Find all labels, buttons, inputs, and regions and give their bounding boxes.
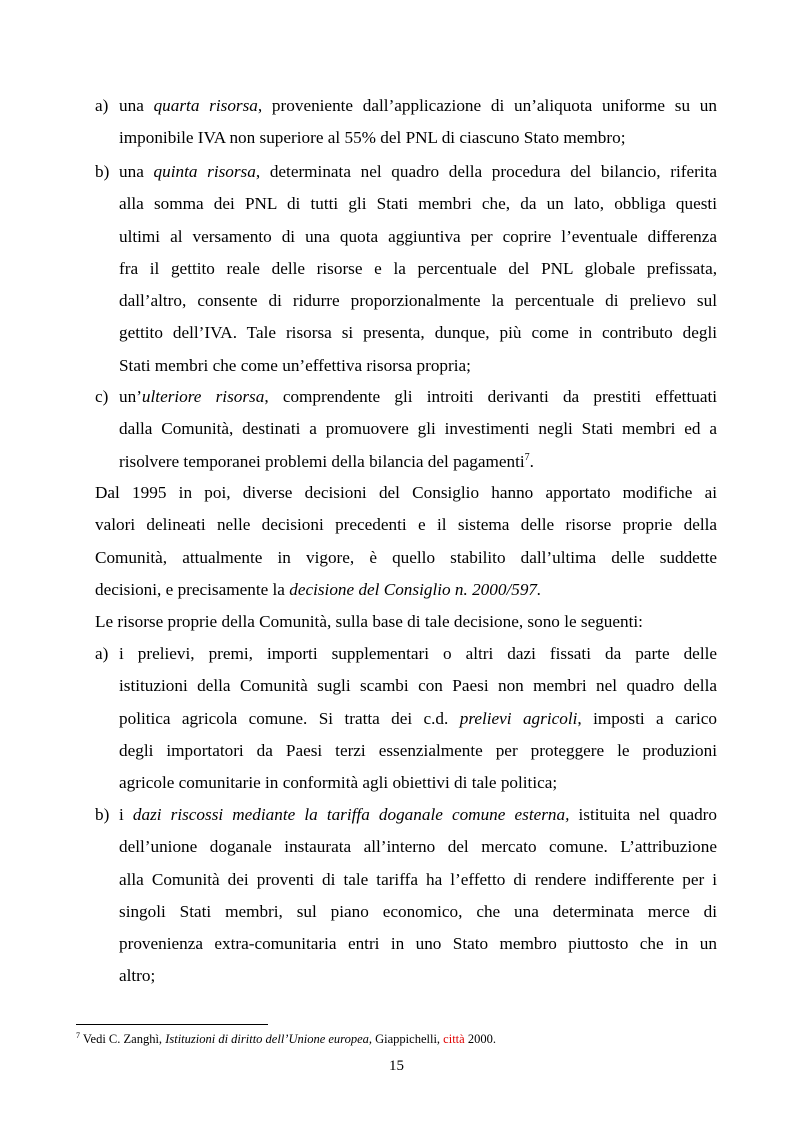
text-line: agricole comunitarie in conformità agli obiettivi di tale politica; bbox=[119, 773, 558, 793]
text-line: imponibile IVA non superiore al 55% del PNL di ciascuno Stato membro; bbox=[119, 128, 626, 148]
list-item-a-quarta-risorsa bbox=[95, 90, 717, 155]
italic-term: prelievi agricoli bbox=[459, 708, 578, 728]
text-line: degli importatori da Paesi terzi essenzialmente per proteggere le produzioni bbox=[119, 740, 717, 760]
footnote-number: 7 bbox=[76, 1031, 80, 1040]
italic-term: dazi riscossi mediante la tariffa doganale comune esterna, bbox=[132, 805, 570, 824]
footnote-highlighted-word: città bbox=[443, 1032, 465, 1046]
text-line: decisioni, e precisamente la decisione del Consiglio n. 2000/597. bbox=[95, 579, 542, 599]
italic-term: quarta risorsa bbox=[153, 96, 258, 115]
text-line: dalla Comunità, destinati a promuovere gli investimenti negli Stati membri ed a bbox=[119, 419, 717, 439]
text-line: provenienza extra-comunitaria entri in uno Stato membro piuttosto che in un bbox=[119, 934, 717, 954]
italic-term: decisione del Consiglio n. 2000/597. bbox=[289, 579, 542, 599]
text-line: i dazi riscossi mediante la tariffa doganale comune esterna, istituita nel quadro bbox=[119, 805, 717, 824]
italic-term: ulteriore risorsa bbox=[141, 387, 265, 406]
text-line: Le risorse proprie della Comunità, sulla base di tale decisione, sono le seguenti: bbox=[95, 612, 643, 631]
text-line: una quarta risorsa, proveniente dall’applicazione di un’aliquota uniforme su un bbox=[119, 96, 717, 115]
text-line: Stati membri che come un’effettiva risorsa propria; bbox=[119, 355, 471, 375]
text-line: Dal 1995 in poi, diverse decisioni del Consiglio hanno apportato modifiche ai bbox=[95, 483, 717, 502]
text-line: un’ulteriore risorsa, comprendente gli introiti derivanti da prestiti effettuati bbox=[119, 387, 717, 406]
footnote-separator bbox=[76, 1024, 268, 1025]
footnote-reference[interactable]: 7 bbox=[524, 451, 530, 463]
text-line: i prelievi, premi, importi supplementari o altri dazi fissati da parte delle bbox=[119, 644, 717, 663]
text-line: gettito dell’IVA. Tale risorsa si presenta, dunque, più come in contributo degli bbox=[119, 323, 717, 343]
text-line: alla Comunità dei proventi di tale tariffa ha l’effetto di rendere indifferente per i bbox=[119, 869, 717, 889]
text-line: una quinta risorsa, determinata nel quadro della procedura del bilancio, riferita bbox=[119, 162, 717, 181]
footnote-book-title: Istituzioni di diritto dell’Unione europea, bbox=[165, 1032, 372, 1046]
text-line: Comunità, attualmente in vigore, è quello stabilito dall’ultima delle suddette bbox=[95, 547, 717, 567]
list-label: c) bbox=[95, 387, 109, 406]
list-label: b) bbox=[95, 162, 110, 181]
text-line: altro; bbox=[119, 966, 156, 986]
list-item-b-quinta-risorsa bbox=[95, 156, 717, 382]
text-line: risolvere temporanei problemi della bilancia del pagamenti$^7$. bbox=[119, 451, 534, 471]
list-item-c-ulteriore-risorsa bbox=[95, 381, 717, 478]
list-label: b) bbox=[95, 805, 110, 824]
paragraph-dal-1995 bbox=[95, 477, 717, 606]
text-line: politica agricola comune. Si tratta dei c.d. prelievi agricoli, imposti a carico bbox=[119, 708, 718, 728]
list-item-a-prelievi bbox=[95, 638, 717, 799]
text-line: ultimi al versamento di una quota aggiuntiva per coprire l’eventuale differenza bbox=[119, 226, 717, 246]
page-number: 15 bbox=[389, 1058, 404, 1074]
text-line: valori delineati nelle decisioni precedenti e il sistema delle risorse proprie della bbox=[95, 515, 717, 535]
list-item-b-dazi-riscossi bbox=[95, 799, 717, 993]
text-line: singoli Stati membri, sul piano economico, che una determinata merce di bbox=[119, 901, 717, 921]
text-line: dall’altro, consente di ridurre proporzionalmente la percentuale di prelievo sul bbox=[119, 291, 717, 311]
paragraph-risorse-proprie bbox=[95, 606, 717, 638]
text-line: fra il gettito reale delle risorse e la percentuale del PNL globale prefissata, bbox=[119, 258, 717, 278]
list-label: a) bbox=[95, 644, 109, 663]
italic-term: quinta risorsa bbox=[153, 162, 256, 181]
text-line: alla somma dei PNL di tutti gli Stati membri che, da un lato, obbliga questi bbox=[119, 194, 717, 214]
text-line: dell’unione doganale instaurata all’interno del mercato comune. L’attribuzione bbox=[119, 837, 717, 857]
footnote-7: $^7$ Vedi C. Zanghì, Istituzioni di diritto dell’Unione europea, Giappichelli, città 2000. bbox=[76, 1031, 496, 1046]
list-label: a) bbox=[95, 96, 109, 115]
text-line: istituzioni della Comunità sugli scambi con Paesi non membri nel quadro della bbox=[119, 676, 717, 696]
